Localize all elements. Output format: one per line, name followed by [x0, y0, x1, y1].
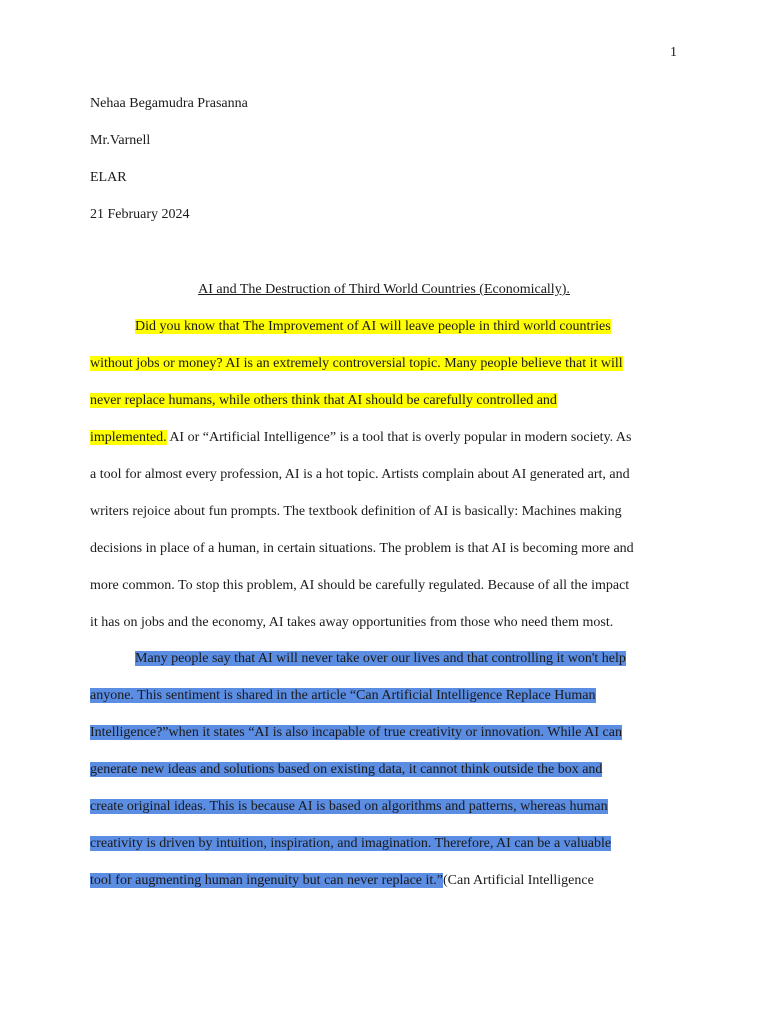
paragraph-2-line [90, 798, 608, 816]
selected-text: create original ideas. This is because AI is based on algorithms and patterns, whereas human [90, 799, 608, 814]
course-name: ELAR [90, 170, 127, 185]
selected-text: creativity is driven by intuition, inspiration, and imagination. Therefore, AI can be a valuable [90, 836, 612, 851]
paragraph-1-line [90, 429, 631, 447]
selected-text: Many people say that AI will never take over our lives and that controlling it won't help [135, 651, 626, 666]
highlighted-text: implemented. [90, 430, 167, 445]
teacher-name: Mr.Varnell [90, 133, 151, 148]
selected-text: generate new ideas and solutions based on existing data, it cannot think outside the box and [90, 762, 603, 777]
selected-text: anyone. This sentiment is shared in the article “Can Artificial Intelligence Replace Human [90, 688, 596, 703]
paragraph-1-line: decisions in place of a human, in certain situations. The problem is that AI is becoming more and [90, 541, 634, 556]
paragraph-1-line: it has on jobs and the economy, AI takes away opportunities from those who need them most. [90, 615, 614, 630]
paragraph-2-line [90, 761, 602, 779]
highlighted-text: never replace humans, while others think that AI should be carefully controlled and [90, 393, 557, 408]
selected-text: tool for augmenting human ingenuity but can never replace it.” [90, 873, 443, 888]
highlighted-text: Did you know that The Improvement of AI will leave people in third world countries [135, 319, 611, 334]
paragraph-1-line: more common. To stop this problem, AI should be carefully regulated. Because of all the impact [90, 578, 630, 593]
paragraph-1-line [90, 392, 557, 410]
paragraph-2-line [90, 687, 596, 705]
selected-text: Intelligence?”when it states “AI is also incapable of true creativity or innovation. While AI can [90, 725, 622, 740]
paragraph-2-line [90, 872, 594, 890]
paragraph-1-line [90, 355, 623, 373]
paragraph-1-line: writers rejoice about fun prompts. The textbook definition of AI is basically: Machines making [90, 504, 622, 519]
plain-text: (Can Artificial Intelligence [443, 873, 594, 888]
paragraph-1-line [135, 318, 611, 336]
paragraph-1-line: a tool for almost every profession, AI is a hot topic. Artists complain about AI generated art, and [90, 467, 630, 482]
essay-title-text: AI and The Destruction of Third World Countries (Economically). [198, 282, 570, 297]
essay-title [0, 281, 768, 299]
author-name: Nehaa Begamudra Prasanna [90, 96, 248, 111]
paragraph-2-line [90, 724, 622, 742]
plain-text: AI or “Artificial Intelligence” is a tool that is overly popular in modern society. As [166, 430, 632, 445]
highlighted-text: without jobs or money? AI is an extremely controversial topic. Many people believe that it will [90, 356, 623, 371]
paragraph-2-line [135, 650, 626, 668]
page-number: 1 [670, 45, 677, 60]
paragraph-2-line [90, 835, 611, 853]
essay-date: 21 February 2024 [90, 207, 190, 222]
